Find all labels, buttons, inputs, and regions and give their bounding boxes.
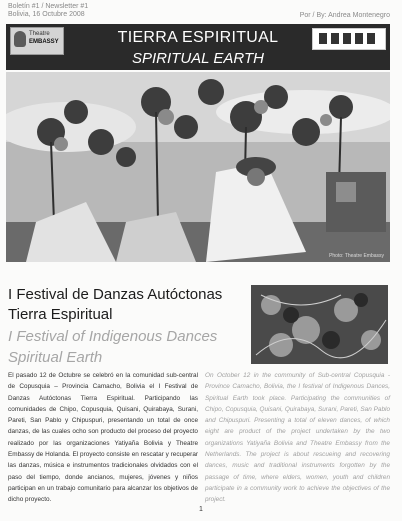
heading-es-line2: Tierra Espiritual — [8, 306, 113, 323]
logo-line1: Theatre — [29, 31, 50, 37]
heading-es — [8, 285, 222, 325]
date-line: Bolivia, 16 Octubre 2008 — [8, 11, 85, 18]
issue-line: Boletín #1 / Newsletter #1 — [8, 3, 89, 10]
thumbnail-image — [251, 285, 388, 364]
dance-thumbnail — [251, 285, 388, 364]
dancers-image — [6, 72, 390, 262]
body-text-en: On October 12 in the community of Sub-central Copusquia - Province Camacho, Bolivia, the I festival of Indigenous Dances, Spiritual Earth took place. Participating the communities of Chipo, Copusquia, Quisani, Quirabaya, Surani, Pareti, San Pablo and Chipuspuri. Presenting a total of eleven dances, of which eight are product of the project undertaken by the two organizations Yatiyaña Bolivia and Theatre Embassy from the Netherlands. The project is about rescueing and recovering dances, music and traditional instruments forgotten by the passage of time, where elders, women, youth and children participate in a community work to achieve the objectives of the project. — [205, 372, 390, 504]
title-banner — [6, 24, 390, 70]
photo-credit: Photo: Theatre Embassy — [329, 253, 384, 259]
festival-photo — [6, 72, 390, 262]
partner-logo — [312, 28, 386, 50]
page-number: 1 — [199, 506, 203, 513]
heading-en-line2: Spiritual Earth — [8, 349, 103, 366]
heading-en — [8, 326, 217, 368]
logo-line2: EMBASSY — [29, 39, 59, 45]
author-line: Por / By: Andrea Montenegro — [299, 12, 390, 19]
heading-en-line1: I Festival of Indigenous Dances — [8, 328, 218, 345]
body-text-es: El pasado 12 de Octubre se celebró en la comunidad sub-central de Copusquia – Provincia Camacho, Bolivia el I Festival de Danzas Autóctonas Tierra Espiritual. Participando las comunidades de Chipo, Copusquia, Quisani, Quirabaya, Surani, Pareti, San Pablo y Chipuspuri, presentando un total de once danzas, de las cuales ocho son producto del proceso del proyecto realizado por las organizaciones Yatiyaña Bolivia y Theatre Embassy de Holanda. El proyecto consiste en rescatar y recuperar las danzas, música e instrumentos tradicionales olvidados con el paso del tiempo, donde ancianos, mujeres, jóvenes y niños participan en un trabajo comunitario para alcanzar los objetivos de dicho proyecto. — [8, 372, 198, 504]
banner-title-en: SPIRITUAL EARTH — [132, 50, 264, 67]
heading-es-line1: I Festival de Danzas Autóctonas — [8, 286, 223, 303]
newsletter-meta — [8, 3, 88, 19]
banner-title-es: TIERRA ESPIRITUAL — [117, 29, 279, 46]
